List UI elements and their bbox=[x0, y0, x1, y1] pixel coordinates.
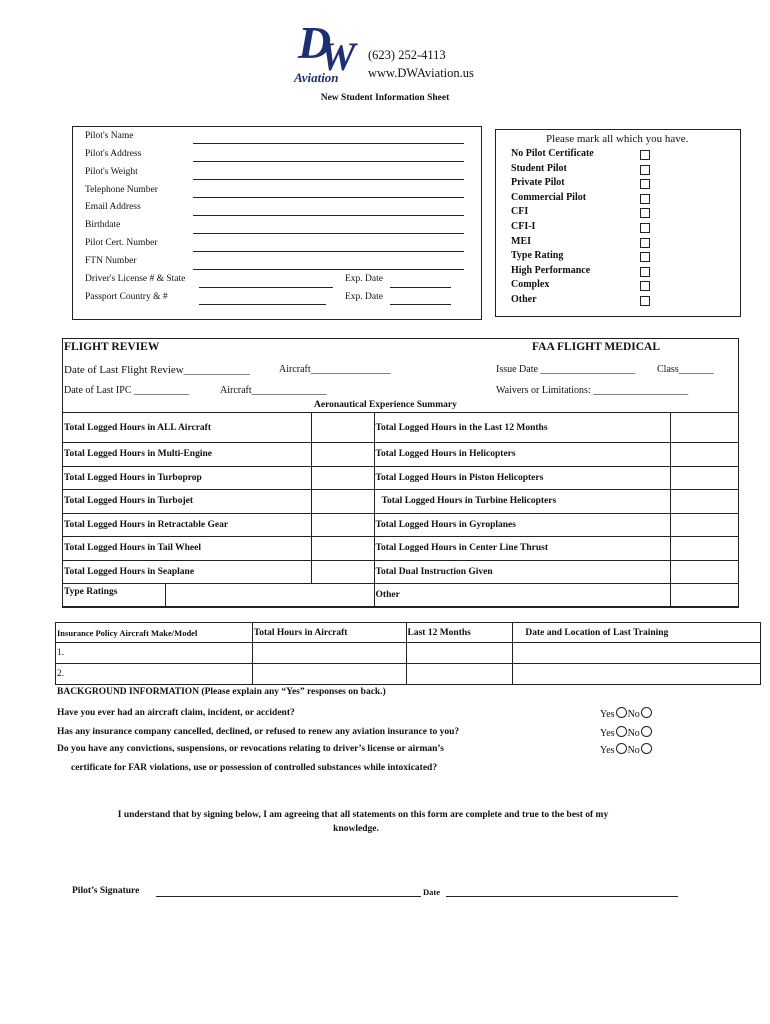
yes-no-q2 bbox=[600, 726, 653, 739]
logo-graphic bbox=[292, 14, 368, 86]
no-label: No bbox=[627, 728, 640, 739]
website[interactable]: www.DWAviation.us bbox=[368, 66, 474, 80]
yes-label: Yes bbox=[600, 728, 615, 739]
yes-radio-q3[interactable] bbox=[616, 743, 627, 754]
date-label: Date bbox=[423, 887, 440, 897]
certificate-checkbox[interactable] bbox=[640, 194, 650, 204]
certificate-label: MEI bbox=[511, 235, 531, 247]
flight-review-heading: FLIGHT REVIEW bbox=[64, 341, 160, 353]
experience-label-left: Total Logged Hours in Turboprop bbox=[63, 466, 312, 490]
experience-label-left: Total Logged Hours in ALL Aircraft bbox=[63, 413, 312, 443]
certificate-label: Commercial Pilot bbox=[511, 191, 587, 203]
certificate-label: Type Rating bbox=[511, 250, 564, 262]
svg-text:W: W bbox=[320, 34, 356, 79]
insurance-header-make-model: Insurance Policy Aircraft Make/Model bbox=[56, 623, 253, 643]
email-field[interactable] bbox=[193, 215, 464, 216]
no-radio-q1[interactable] bbox=[641, 707, 652, 718]
insurance-row-2-label[interactable]: 2. bbox=[56, 664, 253, 685]
experience-label-left: Total Logged Hours in Retractable Gear bbox=[63, 513, 312, 537]
signature-field[interactable] bbox=[156, 896, 421, 897]
certificate-checkbox[interactable] bbox=[640, 208, 650, 218]
certificate-checkbox[interactable] bbox=[640, 296, 650, 306]
no-radio-q2[interactable] bbox=[641, 726, 652, 737]
cert-number-label: Pilot Cert. Number bbox=[85, 238, 158, 248]
experience-value-left[interactable] bbox=[311, 537, 374, 561]
passport-exp-label: Exp. Date bbox=[345, 292, 383, 302]
experience-value-left[interactable] bbox=[311, 466, 374, 490]
experience-value-right[interactable] bbox=[671, 443, 739, 467]
experience-value-right[interactable] bbox=[671, 513, 739, 537]
certificate-checkbox[interactable] bbox=[640, 179, 650, 189]
certificate-label: No Pilot Certificate bbox=[511, 148, 594, 159]
experience-value-right[interactable] bbox=[671, 490, 739, 514]
experience-label-right: Total Dual Instruction Given bbox=[374, 560, 671, 584]
certificate-label: Other bbox=[511, 294, 537, 305]
passport-field[interactable] bbox=[199, 304, 326, 305]
insurance-header-total-hours: Total Hours in Aircraft bbox=[252, 623, 406, 643]
insurance-header-last-12: Last 12 Months bbox=[406, 623, 513, 643]
telephone-field[interactable] bbox=[193, 197, 464, 198]
certificate-label: CFI-I bbox=[511, 221, 536, 232]
ftn-field[interactable] bbox=[193, 269, 464, 270]
drivers-license-label: Driver's License # & State bbox=[85, 274, 186, 284]
experience-value-right[interactable] bbox=[671, 560, 739, 584]
review-aircraft-field[interactable]: Aircraft________________ bbox=[279, 364, 391, 375]
yes-radio-q2[interactable] bbox=[616, 726, 627, 737]
certificate-checkbox[interactable] bbox=[640, 267, 650, 277]
phone-number: (623) 252-4113 bbox=[368, 48, 446, 62]
date-last-review-field[interactable]: Date of Last Flight Review____________ bbox=[64, 364, 250, 376]
certificate-label: Private Pilot bbox=[511, 177, 565, 189]
insurance-header-training: Date and Location of Last Training bbox=[513, 623, 761, 643]
insurance-row-1-label[interactable]: 1. bbox=[56, 643, 253, 664]
yes-no-q3 bbox=[600, 743, 653, 756]
cert-number-field[interactable] bbox=[193, 251, 464, 252]
page-title: New Student Information Sheet bbox=[320, 93, 450, 103]
birthdate-field[interactable] bbox=[193, 233, 464, 234]
pilot-name-label: Pilot's Name bbox=[85, 131, 134, 141]
certificate-checkbox[interactable] bbox=[640, 165, 650, 175]
experience-label-right: Total Logged Hours in Piston Helicopters bbox=[374, 466, 671, 490]
question-claim: Have you ever had an aircraft claim, incident, or accident? bbox=[57, 708, 295, 718]
date-last-ipc-field[interactable]: Date of Last IPC ___________ bbox=[64, 385, 189, 396]
other-value[interactable] bbox=[671, 584, 739, 607]
pilot-address-label: Pilot's Address bbox=[85, 149, 142, 159]
insurance-row-2-hours[interactable] bbox=[252, 664, 406, 685]
certificate-label: CFI bbox=[511, 206, 529, 218]
no-radio-q3[interactable] bbox=[641, 743, 652, 754]
yes-radio-q1[interactable] bbox=[616, 707, 627, 718]
passport-exp-field[interactable] bbox=[390, 304, 451, 305]
ftn-label: FTN Number bbox=[85, 256, 137, 266]
experience-summary-title: Aeronautical Experience Summary bbox=[314, 400, 457, 410]
experience-label-left: Total Logged Hours in Tail Wheel bbox=[63, 537, 312, 561]
background-title: BACKGROUND INFORMATION (Please explain any “Yes” responses on back.) bbox=[57, 687, 386, 697]
pilot-weight-label: Pilot's Weight bbox=[85, 167, 138, 177]
faa-medical-heading: FAA FLIGHT MEDICAL bbox=[532, 341, 661, 353]
date-field[interactable] bbox=[446, 896, 678, 897]
experience-label-right: Total Logged Hours in the Last 12 Months bbox=[374, 413, 671, 443]
email-label: Email Address bbox=[85, 202, 141, 212]
svg-text:Aviation: Aviation bbox=[294, 70, 339, 85]
pilot-weight-field[interactable] bbox=[193, 179, 464, 180]
type-ratings-label: Type Ratings bbox=[63, 584, 166, 606]
medical-class-field[interactable]: Class_______ bbox=[657, 364, 714, 375]
certificate-label: Complex bbox=[511, 279, 550, 291]
certificate-checkbox[interactable] bbox=[640, 281, 650, 291]
waivers-field[interactable]: Waivers or Limitations: ___________________ bbox=[496, 385, 689, 396]
ipc-aircraft-field[interactable]: Aircraft_______________ bbox=[220, 385, 327, 396]
certificate-checkbox[interactable] bbox=[640, 238, 650, 248]
insurance-row-1-hours[interactable] bbox=[252, 643, 406, 664]
experience-value-left[interactable] bbox=[311, 413, 374, 443]
experience-label-left: Total Logged Hours in Multi-Engine bbox=[63, 443, 312, 467]
insurance-row-1-training[interactable] bbox=[513, 643, 761, 664]
question-insurance: Has any insurance company cancelled, declined, or refused to renew any aviation insurance to you? bbox=[57, 727, 460, 737]
birthdate-label: Birthdate bbox=[85, 220, 121, 230]
experience-label-left: Total Logged Hours in Turbojet bbox=[63, 490, 312, 514]
type-ratings-field[interactable] bbox=[166, 584, 374, 606]
experience-label-right: Total Logged Hours in Helicopters bbox=[374, 443, 671, 467]
dl-exp-label: Exp. Date bbox=[345, 274, 383, 284]
question-convictions-cont: certificate for FAR violations, use or possession of controlled substances while intoxicated? bbox=[71, 763, 438, 773]
passport-label: Passport Country & # bbox=[85, 292, 168, 302]
drivers-license-field[interactable] bbox=[199, 287, 333, 288]
no-label: No bbox=[627, 745, 640, 756]
telephone-label: Telephone Number bbox=[85, 185, 158, 195]
certificate-label: Student Pilot bbox=[511, 162, 567, 174]
experience-label-right: Total Logged Hours in Gyroplanes bbox=[374, 513, 671, 537]
experience-table bbox=[62, 412, 739, 607]
svg-text:D: D bbox=[298, 17, 332, 68]
experience-value-right[interactable] bbox=[671, 413, 739, 443]
insurance-row-1-last12[interactable] bbox=[406, 643, 513, 664]
issue-date-field[interactable]: Issue Date ___________________ bbox=[496, 364, 636, 375]
agreement-line-2: knowledge. bbox=[333, 824, 379, 834]
contact-info bbox=[368, 46, 474, 82]
experience-label-left: Total Logged Hours in Seaplane bbox=[63, 560, 312, 584]
insurance-table bbox=[55, 622, 761, 685]
certificate-label: High Performance bbox=[511, 264, 591, 276]
yes-label: Yes bbox=[600, 709, 615, 720]
experience-value-left[interactable] bbox=[311, 443, 374, 467]
experience-label-right: Total Logged Hours in Center Line Thrust bbox=[374, 537, 671, 561]
experience-label-right: Total Logged Hours in Turbine Helicopters bbox=[374, 490, 671, 514]
insurance-row-2-training[interactable] bbox=[513, 664, 761, 685]
signature-label: Pilot’s Signature bbox=[72, 886, 140, 896]
agreement-line-1: I understand that by signing below, I am agreeing that all statements on this form are complete and true to the best of my bbox=[117, 810, 609, 820]
yes-no-q1 bbox=[600, 707, 653, 720]
other-label: Other bbox=[374, 584, 671, 607]
experience-value-left[interactable] bbox=[311, 490, 374, 514]
dl-exp-field[interactable] bbox=[390, 287, 451, 288]
experience-value-right[interactable] bbox=[671, 466, 739, 490]
dw-aviation-logo bbox=[292, 14, 368, 86]
experience-value-left[interactable] bbox=[311, 560, 374, 584]
certificates-title: Please mark all which you have. bbox=[546, 133, 689, 145]
certificate-checkbox[interactable] bbox=[640, 223, 650, 233]
yes-label: Yes bbox=[600, 745, 615, 756]
certificate-checkbox[interactable] bbox=[640, 252, 650, 262]
question-convictions: Do you have any convictions, suspensions, or revocations relating to driver’s license or airman’s bbox=[57, 744, 444, 754]
pilot-address-field[interactable] bbox=[193, 161, 464, 162]
pilot-name-field[interactable] bbox=[193, 143, 464, 144]
experience-value-right[interactable] bbox=[671, 537, 739, 561]
type-ratings-cell bbox=[63, 584, 375, 607]
insurance-row-2-last12[interactable] bbox=[406, 664, 513, 685]
no-label: No bbox=[627, 709, 640, 720]
experience-value-left[interactable] bbox=[311, 513, 374, 537]
certificate-checkbox[interactable] bbox=[640, 150, 650, 160]
